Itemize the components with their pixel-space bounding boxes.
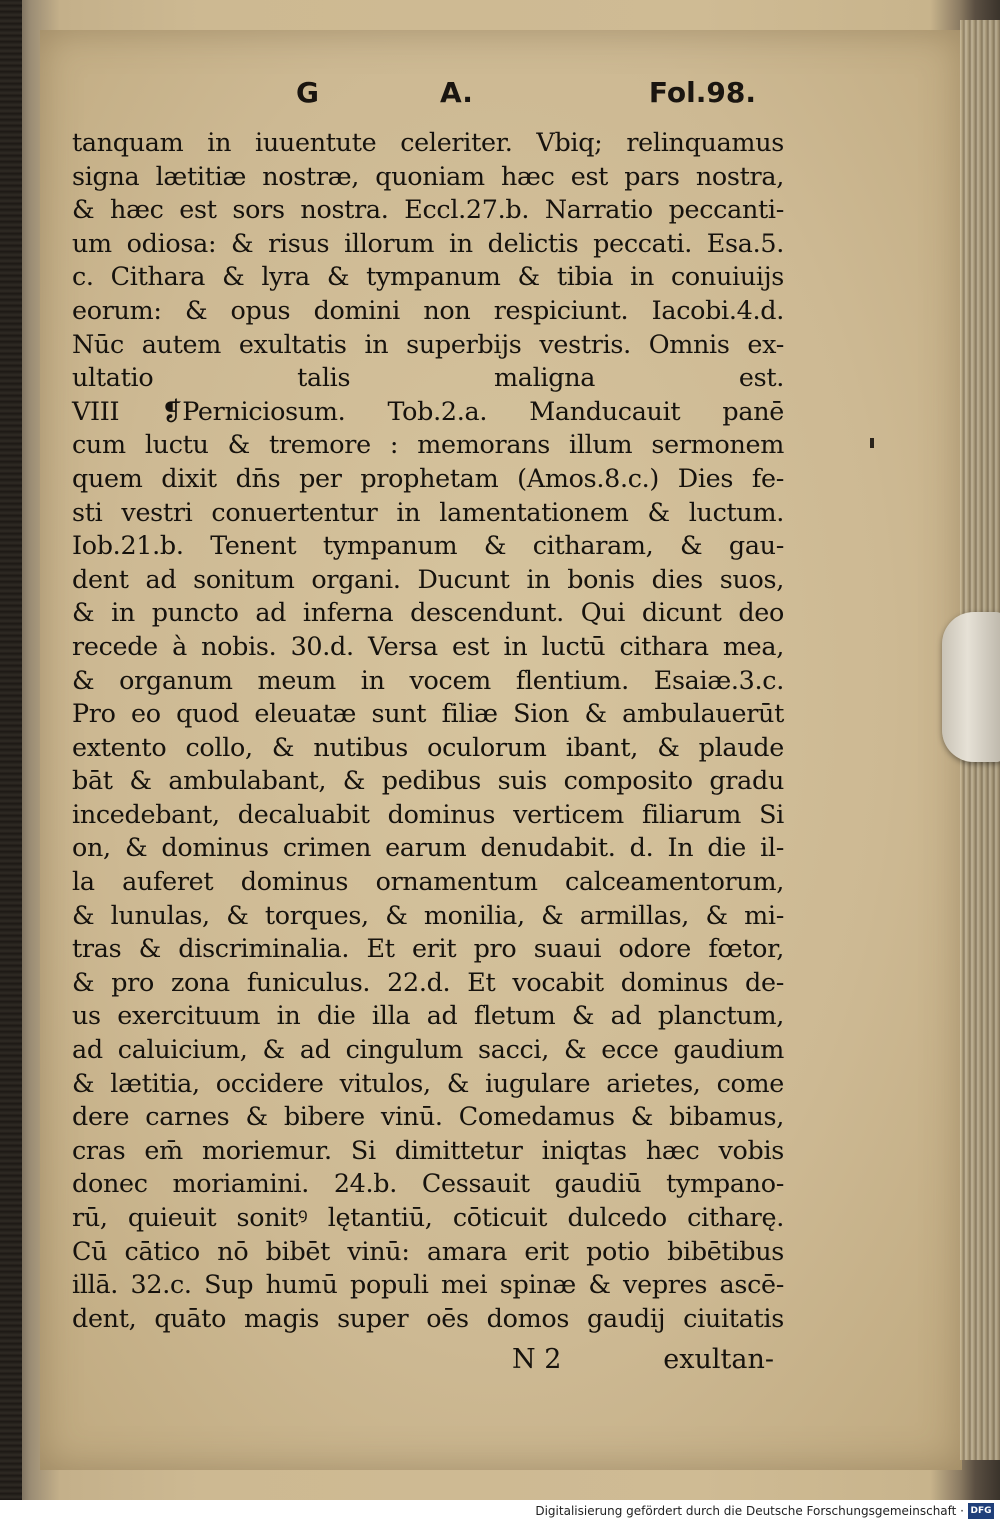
text-line: us exercituum in die illa ad fletum & ad planctum,	[72, 1000, 784, 1031]
text-line: rū, quieuit sonitꝰ lętantiū, cōticuit dulcedo citharę.	[72, 1202, 784, 1232]
signature-mark: N 2	[512, 1344, 562, 1375]
text-line: cras em̄ moriemur. Si dimittetur iniqtas hæc vobis	[72, 1134, 784, 1165]
text-line: & in puncto ad inferna descendunt. Qui dicunt deo	[72, 597, 784, 628]
text-line: um odiosa: & risus illorum in delictis peccati. Esa.5.	[72, 227, 784, 258]
text-line: extento collo, & nutibus oculorum ibant, & plaude	[72, 731, 784, 762]
dfg-logo-icon: DFG	[968, 1503, 994, 1519]
catchword: exultan-	[663, 1344, 774, 1375]
text-line: la auferet dominus ornamentum calceamentorum,	[72, 866, 784, 897]
text-line: & organum meum in vocem flentium. Esaiæ.3.c.	[72, 664, 784, 695]
text-line: signa lætitiæ nostræ, quoniam hæc est pars nostra,	[72, 160, 784, 191]
text-line: ad caluicium, & ad cingulum sacci, & ecce gaudium	[72, 1034, 784, 1065]
catch-row	[512, 1344, 774, 1380]
text-line: illā. 32.c. Sup humū populi mei spinæ & vepres ascē-	[72, 1269, 784, 1300]
text-line: eorum: & opus domini non respiciunt. Iacobi.4.d.	[72, 294, 784, 325]
text-line: incedebant, decaluabit dominus verticem filiarum Si	[72, 798, 784, 829]
text-line: donec moriamini. 24.b. Cessauit gaudiū tympano-	[72, 1168, 784, 1199]
book-clasp	[942, 612, 1000, 762]
text-line: ultatio talis maligna est.	[72, 362, 784, 393]
folio-number: Fol.98.	[648, 76, 756, 109]
text-line: sti vestri conuertentur in lamentationem & luctum.	[72, 496, 784, 527]
text-line: & lætitia, occidere vitulos, & iugulare arietes, come	[72, 1067, 784, 1098]
text-line: bāt & ambulabant, & pedibus suis composito gradu	[72, 765, 784, 796]
text-line: Cū cātico nō bibēt vinū: amara erit potio bibētibus	[72, 1235, 784, 1266]
text-line: recede à nobis. 30.d. Versa est in luctū cithara mea,	[72, 630, 784, 661]
text-line: tras & discriminalia. Et erit pro suaui odore fœtor,	[72, 933, 784, 964]
text-line: & hæc est sors nostra. Eccl.27.b. Narratio peccanti-	[72, 194, 784, 225]
text-line: cum luctu & tremore : memorans illum sermonem	[72, 429, 784, 460]
body-text	[72, 126, 784, 1335]
text-line: dent ad sonitum organi. Ducunt in bonis dies suos,	[72, 563, 784, 594]
text-line: dent, quāto magis super oēs domos gaudij ciuitatis	[72, 1302, 784, 1333]
margin-mark	[870, 438, 874, 448]
text-line: Pro eo quod eleuatæ sunt filiæ Sion & ambulauerūt	[72, 698, 784, 729]
text-line: quem dixit dn̄s per prophetam (Amos.8.c.) Dies fe-	[72, 462, 784, 493]
text-line: dere carnes & bibere vinū. Comedamus & bibamus,	[72, 1101, 784, 1132]
text-line: & lunulas, & torques, & monilia, & armillas, & mi-	[72, 899, 784, 930]
text-line: on, & dominus crimen earum denudabit. d. In die il-	[72, 832, 784, 863]
header-letter: A.	[440, 76, 473, 109]
text-line: tanquam in iuuentute celeriter. Vbiq; relinquamus	[72, 127, 784, 157]
footer-credit: Digitalisierung gefördert durch die Deutsche Forschungsgemeinschaft ·	[535, 1504, 964, 1518]
text-line: Iob.21.b. Tenent tympanum & citharam, & gau-	[72, 530, 784, 561]
text-line: & pro zona funiculus. 22.d. Et vocabit dominus de-	[72, 966, 784, 997]
binding-edge	[0, 0, 22, 1500]
text-line: c. Cithara & lyra & tympanum & tibia in conuiuijs	[72, 261, 784, 292]
header-signature: G	[296, 76, 319, 109]
text-line: Nūc autem exultatis in superbijs vestris. Omnis ex-	[72, 328, 784, 359]
running-header	[296, 76, 756, 116]
footer-bar	[0, 1500, 1000, 1524]
text-line: VIII ❡Perniciosum. Tob.2.a. Manducauit panē	[72, 395, 784, 426]
